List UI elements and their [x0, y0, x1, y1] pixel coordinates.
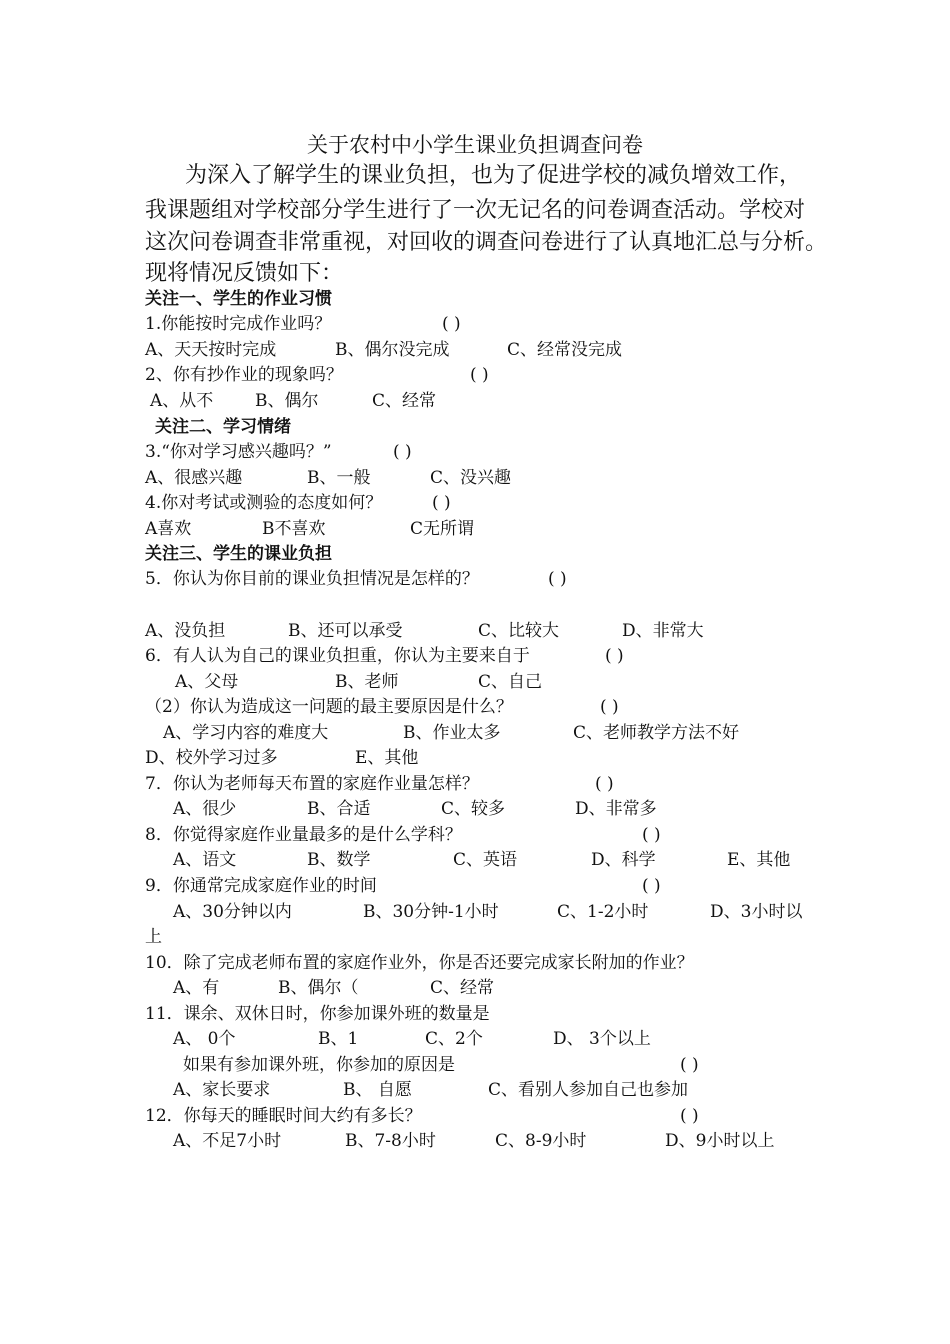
answer-blank: ( )	[548, 569, 567, 589]
question-text: 2、你有抄作业的现象吗？	[145, 365, 343, 385]
question-text: 3.“你对学习感兴趣吗？”	[145, 442, 332, 462]
question-12	[145, 1105, 699, 1127]
option: C、2个	[425, 1029, 483, 1049]
question-text: 10．除了完成老师布置的家庭作业外，你是否还要完成家长附加的作业？	[145, 953, 694, 973]
option: C、经常	[372, 391, 437, 411]
option: D、 3个以上	[553, 1029, 651, 1049]
option: B、偶尔	[255, 391, 319, 411]
answer-blank: ( )	[595, 774, 614, 794]
option: D、非常多	[575, 799, 657, 819]
option: C、1-2小时	[557, 902, 649, 922]
question-text: 12．你每天的睡眠时间大约有多长？	[145, 1106, 422, 1126]
section-heading: 关注三、学生的课业负担	[145, 544, 332, 564]
answer-blank: ( )	[642, 825, 661, 845]
option: C、较多	[441, 799, 506, 819]
option: C、英语	[453, 850, 518, 870]
question-8	[145, 824, 661, 846]
question-text: 8．你觉得家庭作业量最多的是什么学科？	[145, 825, 462, 845]
option: A、天天按时完成	[145, 340, 277, 360]
option: D、9小时以上	[665, 1131, 775, 1151]
option: C、比较大	[478, 621, 560, 641]
section-heading: 关注一、学生的作业习惯	[145, 289, 332, 309]
answer-blank: ( )	[393, 442, 412, 462]
option: B、还可以承受	[288, 621, 403, 641]
option: D、3小时以	[710, 902, 803, 922]
option: C、看别人参加自己也参加	[488, 1080, 689, 1100]
question-text: （2）你认为造成这一问题的最主要原因是什么？	[145, 697, 513, 717]
option: B、老师	[335, 672, 399, 692]
option: C、老师教学方法不好	[573, 723, 740, 743]
option: A、家长要求	[173, 1080, 271, 1100]
option: E、其他	[355, 748, 419, 768]
option: A、 0个	[173, 1029, 236, 1049]
option: A、没负担	[145, 621, 226, 641]
option: B、 自愿	[343, 1080, 412, 1100]
question-text: 1.你能按时完成作业吗？	[145, 314, 332, 334]
option: C、经常	[430, 978, 495, 998]
intro-line: 我课题组对学校部分学生进行了一次无记名的问卷调查活动。学校对	[145, 198, 806, 223]
option: C、没兴趣	[430, 468, 512, 488]
question-9	[145, 875, 661, 897]
option: D、科学	[591, 850, 656, 870]
option: C无所谓	[410, 519, 475, 539]
option: B、30分钟-1小时	[363, 902, 499, 922]
answer-blank: ( )	[470, 365, 489, 385]
option: A、不足7小时	[173, 1131, 282, 1151]
option: D、非常大	[622, 621, 704, 641]
option: A、学习内容的难度大	[163, 723, 329, 743]
intro-line: 为深入了解学生的课业负担，也为了促进学校的减负增效工作，	[185, 163, 802, 188]
answer-blank: ( )	[680, 1055, 699, 1075]
option: B、7-8小时	[345, 1131, 436, 1151]
option: A、很感兴趣	[145, 468, 243, 488]
document-title: 关于农村中小学生课业负担调查问卷	[307, 133, 643, 157]
answer-blank: ( )	[442, 314, 461, 334]
question-text: 11．课余、双休日时，你参加课外班的数量是	[145, 1004, 490, 1024]
question-text: 5．你认为你目前的课业负担情况是怎样的？	[145, 569, 479, 589]
question-10	[145, 952, 694, 974]
option: A、从不	[150, 391, 214, 411]
option: B不喜欢	[262, 519, 326, 539]
option: C、自己	[478, 672, 543, 692]
question-text: 6．有人认为自己的课业负担重，你认为主要来自于	[145, 646, 530, 666]
question-2	[145, 364, 489, 386]
intro-line: 现将情况反馈如下：	[145, 261, 344, 286]
option: D、校外学习过多	[145, 748, 278, 768]
answer-blank: ( )	[680, 1106, 699, 1126]
option: B、偶尔没完成	[335, 340, 450, 360]
option: B、1	[318, 1029, 359, 1049]
question-6	[145, 645, 624, 667]
question-text: 7．你认为老师每天布置的家庭作业量怎样？	[145, 774, 479, 794]
question-text: 9．你通常完成家庭作业的时间	[145, 876, 377, 896]
question-text: 4.你对考试或测验的态度如何？	[145, 493, 383, 513]
option: A、父母	[175, 672, 239, 692]
option: A、很少	[173, 799, 237, 819]
answer-blank: ( )	[600, 697, 619, 717]
answer-blank: ( )	[642, 876, 661, 896]
option: E、其他	[727, 850, 791, 870]
question-text: 如果有参加课外班，你参加的原因是	[183, 1055, 455, 1075]
option-wrap: 上	[145, 927, 162, 947]
answer-blank: ( )	[605, 646, 624, 666]
option: B、作业太多	[403, 723, 501, 743]
option: C、经常没完成	[507, 340, 623, 360]
option: A喜欢	[145, 519, 192, 539]
question-7	[145, 773, 614, 795]
option: A、有	[173, 978, 220, 998]
question-3	[145, 441, 412, 463]
option: B、偶尔（	[278, 978, 359, 998]
option: B、数学	[307, 850, 371, 870]
intro-line: 这次问卷调查非常重视，对回收的调查问卷进行了认真地汇总与分析。	[145, 230, 828, 255]
question-1	[145, 313, 461, 335]
answer-blank: ( )	[432, 493, 451, 513]
question-11	[145, 1003, 490, 1025]
question-5	[145, 568, 567, 590]
question-4	[145, 492, 451, 514]
option: A、30分钟以内	[173, 902, 292, 922]
option: B、一般	[307, 468, 371, 488]
option: A、语文	[173, 850, 237, 870]
option: C、8-9小时	[495, 1131, 587, 1151]
option: B、合适	[307, 799, 371, 819]
section-heading: 关注二、学习情绪	[155, 417, 291, 437]
question-6-part-2	[145, 696, 619, 718]
